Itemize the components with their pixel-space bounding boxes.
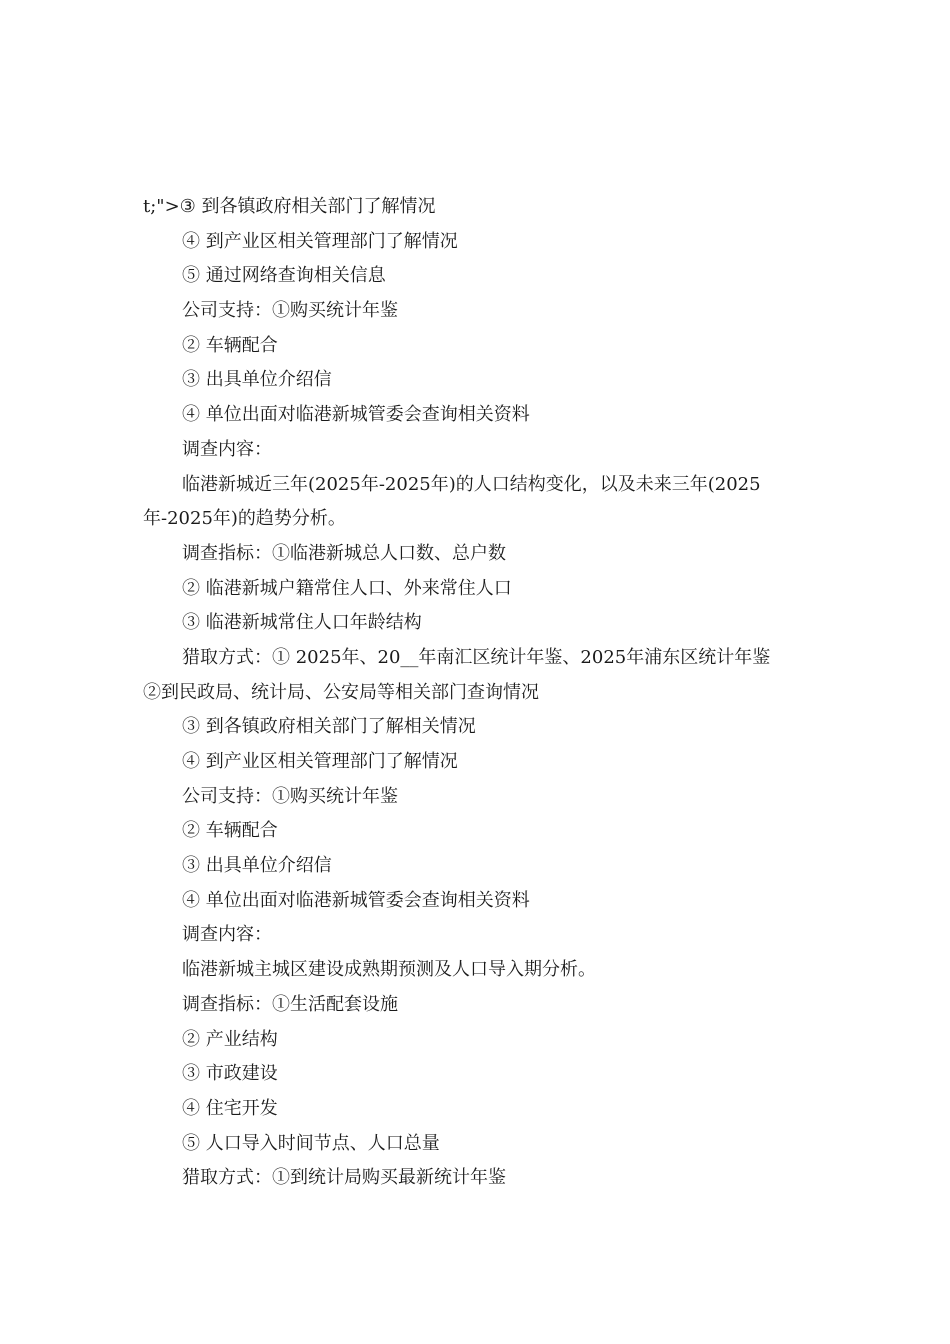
text-line: ④ 到产业区相关管理部门了解情况 — [182, 230, 458, 252]
text-line: ④ 住宅开发 — [182, 1097, 278, 1119]
text-line: ③ 市政建设 — [182, 1063, 278, 1085]
document-body — [143, 190, 803, 1196]
text-line: ④ 到产业区相关管理部门了解情况 — [182, 751, 458, 772]
text-line: 调查指标：①临港新城总人口数、总户数 — [182, 542, 506, 564]
text-line: 调查指标：①生活配套设施 — [182, 993, 398, 1015]
text-line: 猎取方式：①到统计局购买最新统计年鉴 — [182, 1167, 506, 1189]
text-line: t;">③ 到各镇政府相关部门了解情况 — [143, 196, 436, 217]
text-line: 调查内容： — [182, 924, 272, 946]
text-line: ③ 到各镇政府相关部门了解相关情况 — [182, 716, 476, 738]
text-line: ② 车辆配合 — [182, 820, 278, 842]
text-line: ③ 临港新城常住人口年龄结构 — [182, 612, 422, 634]
text-line: ② 临港新城户籍常住人口、外来常住人口 — [182, 577, 512, 599]
text-line: 公司支持：①购买统计年鉴 — [182, 785, 398, 807]
text-line: 公司支持：①购买统计年鉴 — [182, 300, 398, 322]
text-line: ② 车辆配合 — [182, 334, 278, 356]
text-line: ④ 单位出面对临港新城管委会查询相关资料 — [182, 889, 530, 911]
text-line: ②到民政局、统计局、公安局等相关部门查询情况 — [143, 681, 539, 703]
text-line: ③ 出具单位介绍信 — [182, 855, 332, 877]
text-line: ③ 出具单位介绍信 — [182, 369, 332, 391]
text-line: 临港新城主城区建设成熟期预测及人口导入期分析。 — [182, 959, 596, 981]
text-line: ⑤ 通过网络查询相关信息 — [182, 265, 386, 287]
text-line: ④ 单位出面对临港新城管委会查询相关资料 — [182, 404, 530, 426]
text-line: ⑤ 人口导入时间节点、人口总量 — [182, 1132, 440, 1154]
text-line: 年-2025年)的趋势分析。 — [143, 508, 346, 530]
text-line: 猎取方式：① 2025年、20__年南汇区统计年鉴、2025年浦东区统计年鉴 — [182, 646, 771, 668]
text-line: ② 产业结构 — [182, 1028, 278, 1050]
text-line: 调查内容： — [182, 438, 272, 460]
text-line: 临港新城近三年(2025年-2025年)的人口结构变化，以及未来三年(2025 — [182, 473, 761, 495]
